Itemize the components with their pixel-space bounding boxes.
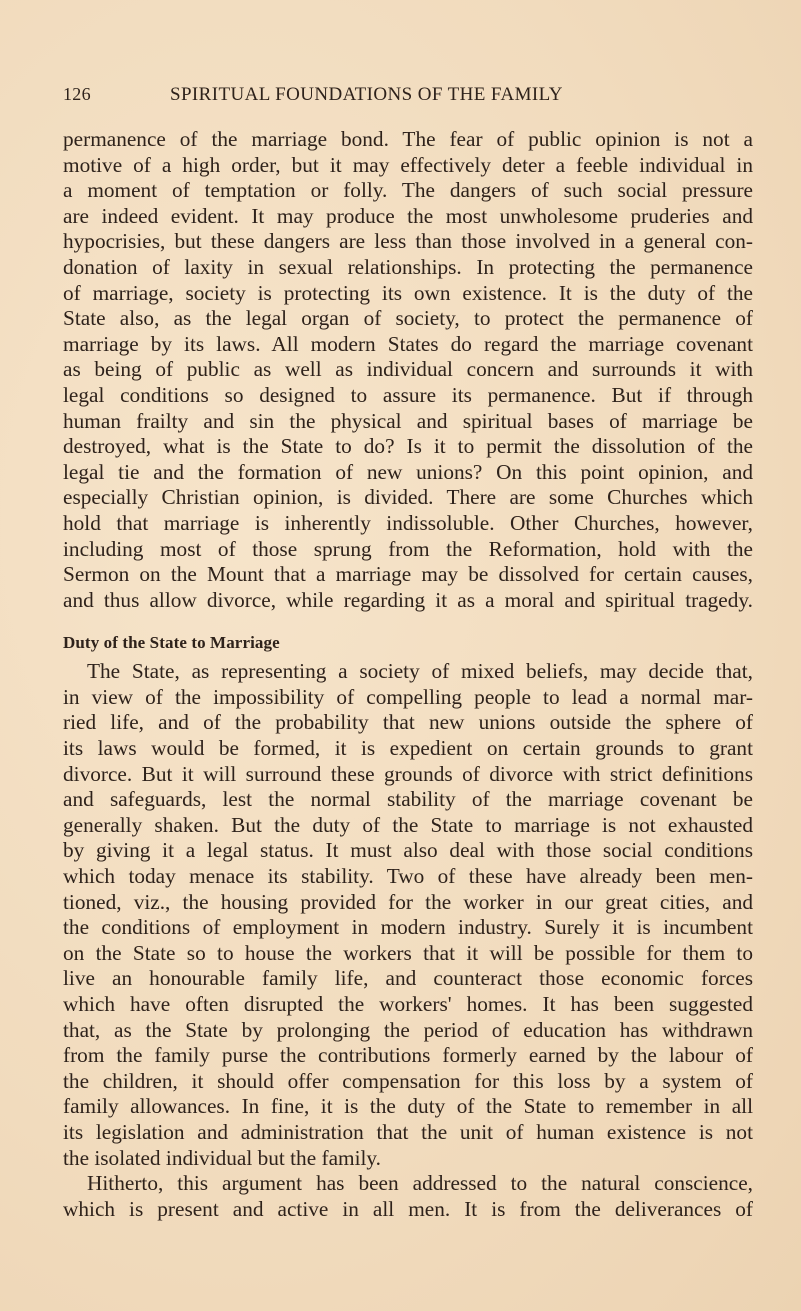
text-line: and safeguards, lest the normal stability of the marriage covenant be: [63, 787, 753, 812]
text-line: of marriage, society is protecting its own existence. It is the duty of the: [63, 280, 753, 305]
text-line: Hitherto, this argument has been addressed to the natural conscience,: [87, 1171, 753, 1196]
text-line: Sermon on the Mount that a marriage may be dissolved for certain causes,: [63, 562, 753, 587]
text-line: generally shaken. But the duty of the State to marriage is not exhausted: [63, 812, 753, 837]
text-line: especially Christian opinion, is divided. There are some Churches which: [63, 485, 753, 510]
text-line: legal tie and the formation of new unions? On this point opinion, and: [63, 459, 753, 484]
text-line: live an honourable family life, and counteract those economic forces: [63, 966, 753, 991]
text-line: family allowances. In fine, it is the duty of the State to remember in all: [63, 1094, 753, 1119]
text-line: including most of those sprung from the Reformation, hold with the: [63, 536, 753, 561]
text-line: hold that marriage is inherently indissoluble. Other Churches, however,: [63, 510, 753, 535]
text-line: divorce. But it will surround these grounds of divorce with strict definitions: [63, 761, 753, 786]
book-page: [63, 84, 753, 1222]
text-line: that, as the State by prolonging the period of education has withdrawn: [63, 1017, 753, 1042]
text-line: permanence of the marriage bond. The fear of public opinion is not a: [63, 127, 753, 151]
text-line: and thus allow divorce, while regarding it as a moral and spiritual tragedy.: [63, 587, 753, 612]
text-line: a moment of temptation or folly. The dangers of such social pressure: [63, 178, 753, 203]
text-line: motive of a high order, but it may effectively deter a feeble individual in: [63, 152, 753, 177]
text-line: hypocrisies, but these dangers are less than those involved in a general con-: [63, 229, 753, 254]
text-line: destroyed, what is the State to do? Is it to permit the dissolution of the: [63, 434, 753, 459]
text-line: ried life, and of the probability that new unions outside the sphere of: [63, 710, 753, 735]
text-line: its laws would be formed, it is expedient on certain grounds to grant: [63, 736, 753, 761]
text-line: which today menace its stability. Two of these have already been men-: [63, 864, 753, 889]
text-line: the children, it should offer compensation for this loss by a system of: [63, 1068, 753, 1093]
text-line: are indeed evident. It may produce the most unwholesome pruderies and: [63, 203, 753, 228]
section-heading: Duty of the State to Marriage: [63, 633, 280, 653]
running-head: [63, 84, 753, 114]
text-line: which is present and active in all men. It is from the deliverances of: [63, 1196, 753, 1221]
text-line: which have often disrupted the workers' homes. It has been suggested: [63, 992, 753, 1016]
text-line: tioned, viz., the housing provided for the worker in our great cities, and: [63, 889, 753, 914]
running-title: SPIRITUAL FOUNDATIONS OF THE FAMILY: [170, 84, 563, 105]
page-number: 126: [63, 84, 91, 104]
paragraph-duty-of-state: [63, 659, 753, 1171]
text-line: its legislation and administration that the unit of human existence is not: [63, 1119, 753, 1144]
body-text: [63, 127, 753, 1222]
text-line: by giving it a legal status. It must also deal with those social conditions: [63, 838, 753, 863]
text-line: The State, as representing a society of mixed beliefs, may decide that,: [87, 659, 753, 684]
text-line: the isolated individual but the family.: [63, 1145, 382, 1170]
section-spacer: [63, 613, 753, 633]
paragraph-continued: [63, 127, 753, 613]
text-line: human frailty and sin the physical and spiritual bases of marriage be: [63, 408, 753, 433]
text-line: as being of public as well as individual concern and surrounds it with: [63, 357, 753, 382]
text-line: legal conditions so designed to assure its permanence. But if through: [63, 382, 753, 407]
text-line: from the family purse the contributions formerly earned by the labour of: [63, 1043, 753, 1068]
text-line: donation of laxity in sexual relationships. In protecting the permanence: [63, 254, 753, 279]
paragraph-hitherto: [63, 1171, 753, 1222]
text-line: on the State so to house the workers that it will be possible for them to: [63, 940, 753, 965]
text-line: the conditions of employment in modern industry. Surely it is incumbent: [63, 915, 753, 940]
text-line: State also, as the legal organ of society, to protect the permanence of: [63, 306, 753, 331]
text-line: in view of the impossibility of compelling people to lead a normal mar-: [63, 684, 753, 709]
text-line: marriage by its laws. All modern States do regard the marriage covenant: [63, 331, 753, 356]
